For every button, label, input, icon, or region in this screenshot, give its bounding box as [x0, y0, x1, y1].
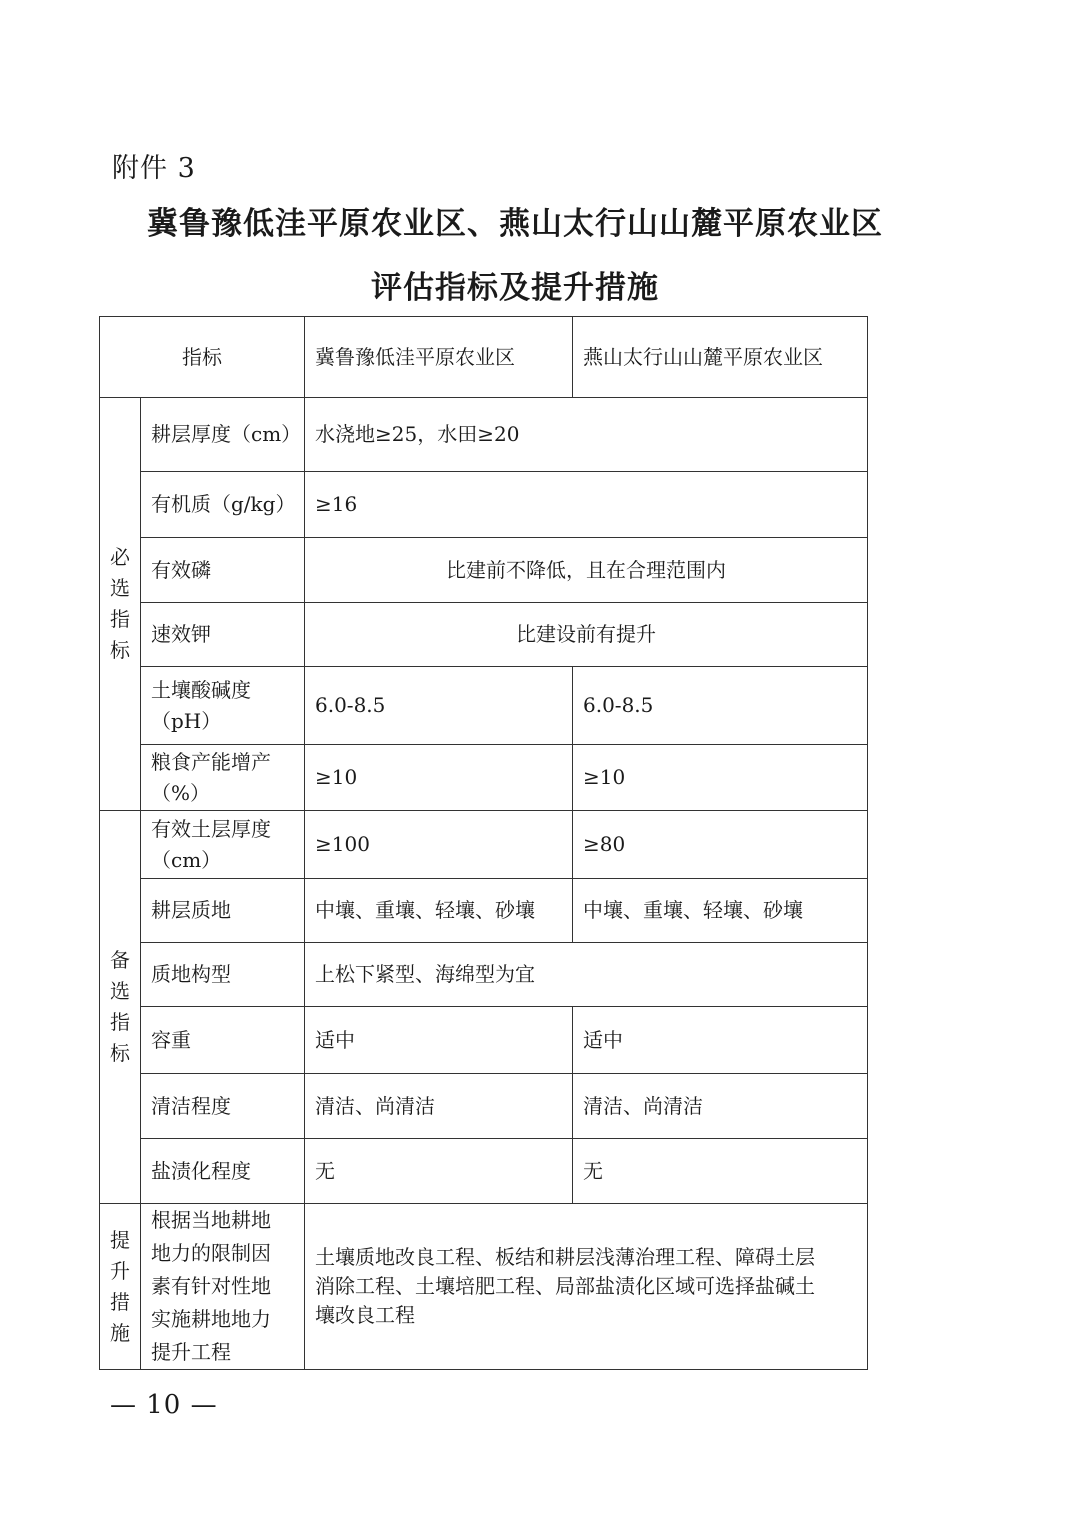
row-value-a: 6.0-8.5	[305, 667, 573, 745]
row-value: 上松下紧型、海绵型为宜	[305, 943, 868, 1007]
row-value-a: 适中	[305, 1007, 573, 1074]
row-name: 容重	[141, 1007, 305, 1074]
table-row	[100, 472, 868, 538]
table-row	[100, 667, 868, 745]
row-value-b: 清洁、尚清洁	[573, 1074, 868, 1139]
row-value-a: 清洁、尚清洁	[305, 1074, 573, 1139]
row-value-a: ≥100	[305, 811, 573, 879]
row-value-b: ≥10	[573, 745, 868, 811]
table-row	[100, 811, 868, 879]
table-header-row	[100, 317, 868, 398]
row-name: 有效磷	[141, 538, 305, 603]
header-indicator: 指标	[100, 317, 305, 398]
row-name: 耕层质地	[141, 879, 305, 943]
row-value: ≥16	[305, 472, 868, 538]
row-value-a: 无	[305, 1139, 573, 1204]
row-name: 有效土层厚度 （cm）	[141, 811, 305, 879]
row-value-a: ≥10	[305, 745, 573, 811]
table-row	[100, 603, 868, 667]
table-row	[100, 1074, 868, 1139]
annex-label: 附件 3	[112, 153, 196, 184]
row-value: 水浇地≥25，水田≥20	[305, 398, 868, 472]
row-value: 比建设前有提升	[305, 603, 868, 667]
document-title-line2: 评估指标及提升措施	[371, 270, 659, 306]
document-title-line1: 冀鲁豫低洼平原农业区、燕山太行山山麓平原农业区	[147, 206, 883, 242]
table-row	[100, 1204, 868, 1370]
row-name: 质地构型	[141, 943, 305, 1007]
header-region-b: 燕山太行山山麓平原农业区	[573, 317, 868, 398]
indicator-table	[99, 316, 868, 1370]
table-row	[100, 1139, 868, 1204]
row-value: 比建前不降低，且在合理范围内	[305, 538, 868, 603]
row-name: 耕层厚度（cm）	[141, 398, 305, 472]
row-name: 速效钾	[141, 603, 305, 667]
page-number: — 10 —	[110, 1390, 218, 1420]
group-improvement-measures: 提 升 措 施	[100, 1204, 141, 1370]
table-row	[100, 538, 868, 603]
row-name: 盐渍化程度	[141, 1139, 305, 1204]
table-row	[100, 943, 868, 1007]
row-name: 土壤酸碱度 （pH）	[141, 667, 305, 745]
group-required-indicators: 必 选 指 标	[100, 398, 141, 811]
row-value-b: 无	[573, 1139, 868, 1204]
row-name: 有机质（g/kg）	[141, 472, 305, 538]
table-row	[100, 879, 868, 943]
group-optional-indicators: 备 选 指 标	[100, 811, 141, 1204]
row-value-b: 6.0-8.5	[573, 667, 868, 745]
table-row	[100, 1007, 868, 1074]
table-row	[100, 398, 868, 472]
row-name: 粮食产能增产 （%）	[141, 745, 305, 811]
table-row	[100, 745, 868, 811]
row-value: 土壤质地改良工程、板结和耕层浅薄治理工程、障碍土层 消除工程、土壤培肥工程、局部盐渍化区域可选择盐碱土 壤改良工程	[305, 1204, 868, 1370]
header-region-a: 冀鲁豫低洼平原农业区	[305, 317, 573, 398]
row-value-a: 中壤、重壤、轻壤、砂壤	[305, 879, 573, 943]
row-value-b: 中壤、重壤、轻壤、砂壤	[573, 879, 868, 943]
row-value-b: 适中	[573, 1007, 868, 1074]
row-name: 清洁程度	[141, 1074, 305, 1139]
row-value-b: ≥80	[573, 811, 868, 879]
row-name: 根据当地耕地 地力的限制因 素有针对性地 实施耕地地力 提升工程	[141, 1204, 305, 1370]
